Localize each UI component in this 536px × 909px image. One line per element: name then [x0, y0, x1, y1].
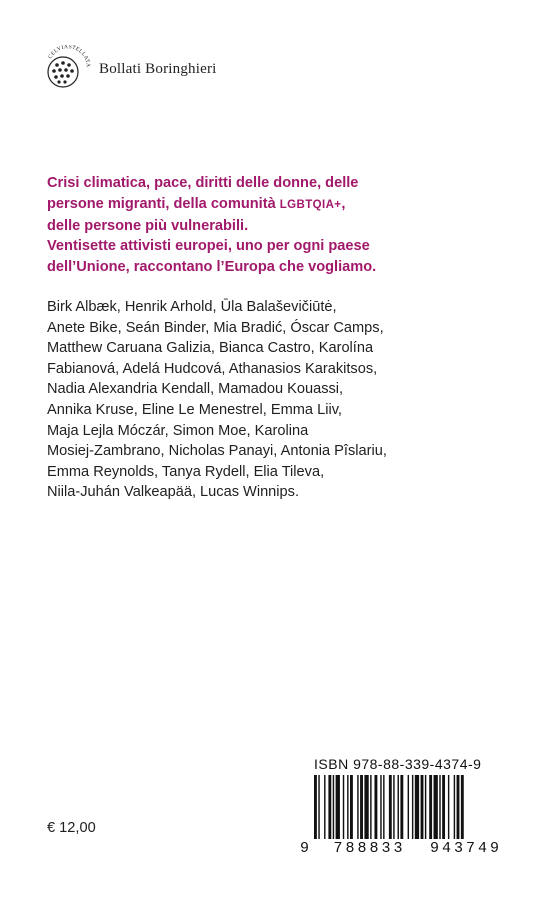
publisher-name: Bollati Boringhieri	[99, 60, 217, 77]
barcode-bar	[318, 775, 319, 839]
barcode-bar	[408, 775, 409, 839]
barcode	[300, 756, 508, 857]
contributors-line: Mosiej-Zambrano, Nicholas Panayi, Antonia Pîslariu,	[47, 443, 387, 460]
barcode-bar	[454, 775, 455, 839]
barcode-bar	[343, 775, 344, 839]
barcode-bars	[300, 775, 508, 839]
barcode-bar	[328, 775, 331, 839]
barcode-bar	[360, 775, 363, 839]
price-label: € 12,00	[47, 820, 96, 836]
barcode-bar	[412, 775, 413, 839]
blurb-line: delle persone più vulnerabili.	[47, 217, 249, 234]
publisher-header	[43, 45, 217, 93]
barcode-bar	[324, 775, 325, 839]
barcode-bar	[398, 775, 399, 839]
barcode-bar	[389, 775, 392, 839]
barcode-bar	[393, 775, 394, 839]
contributors-line: Anete Bike, Seán Binder, Mia Bradić, Óscar Camps,	[47, 319, 384, 336]
barcode-bar	[364, 775, 368, 839]
blurb-line: Ventisette attivisti europei, uno per ogni paese	[47, 238, 370, 255]
barcode-digit-group: 943749	[429, 840, 502, 857]
barcode-bar	[336, 775, 340, 839]
barcode-bar	[425, 775, 426, 839]
isbn-label: ISBN 978-88-339-4374-9	[314, 756, 482, 772]
contributors-line: Emma Reynolds, Tanya Rydell, Elia Tileva,	[47, 463, 325, 480]
barcode-bar	[347, 775, 348, 839]
barcode-bar	[314, 775, 317, 839]
barcode-bar	[434, 775, 438, 839]
barcode-bar	[439, 775, 440, 839]
barcode-digit-group: 788833	[333, 840, 406, 857]
barcode-digits	[300, 840, 508, 857]
barcode-bar	[421, 775, 424, 839]
blurb-line: dell’Unione, raccontano l’Europa che vogliamo.	[47, 259, 377, 276]
barcode-bar	[429, 775, 432, 839]
blurb-text	[47, 173, 507, 278]
barcode-bar	[350, 775, 353, 839]
contributors-list	[47, 297, 507, 503]
barcode-bar	[380, 775, 381, 839]
barcode-bar	[448, 775, 449, 839]
barcode-bar	[374, 775, 377, 839]
barcode-bar	[333, 775, 334, 839]
starred-globe-logo-icon	[43, 45, 91, 93]
barcode-bar	[370, 775, 371, 839]
barcode-bar	[415, 775, 419, 839]
contributors-line: Annika Kruse, Eline Le Menestrel, Emma Liiv,	[47, 401, 342, 418]
barcode-bar	[383, 775, 384, 839]
contributors-line: Fabianová, Adelá Hudcová, Athanasios Karakitsos,	[47, 360, 378, 377]
contributors-line: Matthew Caruana Galizia, Bianca Castro, Karolína	[47, 340, 374, 357]
logo-arc-text: CELVIASTELLATA	[47, 45, 91, 68]
barcode-bar	[461, 775, 464, 839]
barcode-digit-group: 9	[300, 840, 310, 857]
lgbtqia-smallcaps: LGBTQIA+	[279, 198, 342, 211]
contributors-line: Niila-Juhán Valkeapää, Lucas Winnips.	[47, 484, 300, 501]
barcode-bar	[400, 775, 403, 839]
blurb-line: persone migranti, della comunità LGBTQIA+,	[47, 195, 346, 212]
contributors-line: Maja Lejla Móczár, Simon Moe, Karolina	[47, 422, 309, 439]
barcode-bar	[357, 775, 358, 839]
barcode-bar	[442, 775, 445, 839]
contributors-line: Birk Albæk, Henrik Arhold, Ūla Balaševičiūtė,	[47, 299, 337, 315]
barcode-bar	[457, 775, 460, 839]
contributors-line: Nadia Alexandria Kendall, Mamadou Kouassi,	[47, 381, 344, 398]
blurb-line: Crisi climatica, pace, diritti delle donne, delle	[47, 175, 359, 191]
